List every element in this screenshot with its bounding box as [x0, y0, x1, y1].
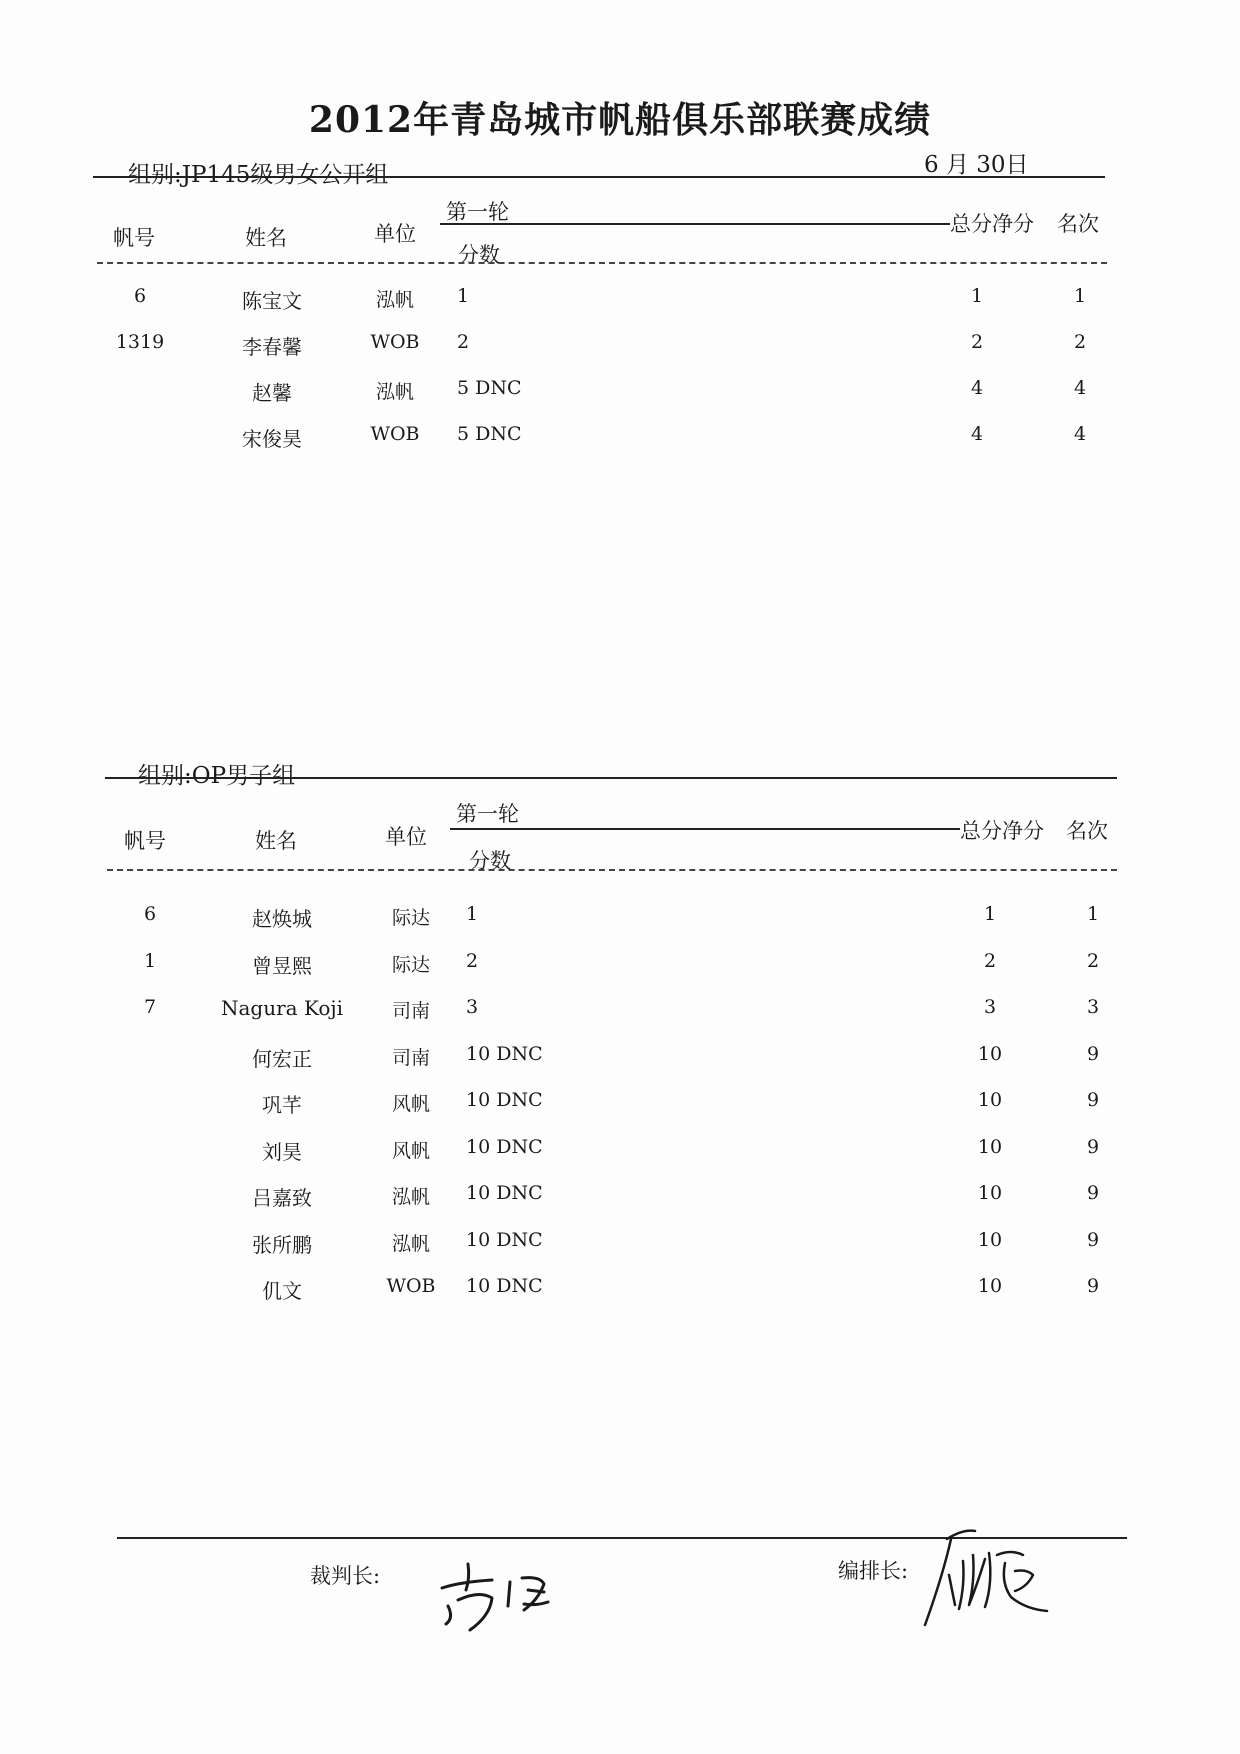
round-header-rule — [450, 828, 960, 830]
table-row — [0, 950, 1240, 990]
total-net-cell: 4 — [970, 377, 984, 399]
header-round1: 第一轮 — [456, 802, 519, 826]
name-cell: 赵焕城 — [252, 907, 312, 931]
sail-number-cell: 6 — [143, 903, 157, 925]
group-label-op: 组别:OP男子组 — [138, 763, 296, 789]
unit-cell: 泓帆 — [391, 1186, 430, 1208]
total-net-cell: 10 — [977, 1182, 1003, 1204]
score-cell: 5 DNC — [457, 423, 522, 445]
sail-number-cell: 1319 — [115, 331, 165, 353]
header-name: 姓名 — [255, 829, 297, 853]
table-row — [0, 1043, 1240, 1083]
header-unit: 单位 — [374, 222, 416, 246]
header-unit: 单位 — [385, 825, 427, 849]
group-label-jp145: 组别:JP145级男女公开组 — [128, 162, 389, 188]
table-row — [0, 1275, 1240, 1315]
document-title: 2012年青岛城市帆船俱乐部联赛成绩 — [308, 99, 932, 141]
chief-referee-signature — [440, 1560, 560, 1640]
round-header-rule — [440, 223, 950, 225]
rank-cell: 4 — [1073, 377, 1087, 399]
table-row — [0, 996, 1240, 1036]
rank-cell: 9 — [1086, 1135, 1100, 1158]
score-cell: 1 — [457, 285, 470, 307]
score-cell: 3 — [466, 996, 479, 1018]
rank-cell: 9 — [1086, 1042, 1100, 1065]
score-cell: 2 — [466, 949, 479, 972]
total-net-cell: 10 — [977, 1275, 1003, 1297]
total-net-cell: 10 — [977, 1089, 1003, 1111]
sail-number-cell: 6 — [133, 285, 147, 307]
results-date: 6 月 30日 — [924, 152, 1029, 178]
total-net-cell: 3 — [983, 996, 997, 1018]
name-cell: 巩芊 — [262, 1093, 302, 1117]
unit-cell: 泓帆 — [391, 1232, 430, 1255]
table-row — [0, 1089, 1240, 1129]
unit-cell: 司南 — [391, 1046, 430, 1069]
header-sail-no: 帆号 — [124, 829, 166, 853]
score-cell: 10 DNC — [466, 1135, 543, 1158]
header-round1: 第一轮 — [446, 200, 509, 224]
score-cell: 5 DNC — [457, 377, 522, 399]
name-cell: 陈宝文 — [242, 289, 302, 313]
header-divider — [107, 869, 1117, 871]
scheduler-signature — [915, 1525, 1065, 1635]
total-net-cell: 10 — [977, 1135, 1003, 1158]
group-top-rule — [105, 777, 1117, 779]
score-cell: 2 — [457, 331, 470, 353]
header-divider — [97, 262, 1107, 264]
unit-cell: WOB — [370, 331, 420, 353]
name-cell: 宋俊昊 — [242, 427, 302, 451]
unit-cell: 司南 — [391, 1000, 430, 1022]
name-cell: 刘昊 — [262, 1139, 302, 1164]
rank-cell: 4 — [1073, 423, 1087, 445]
name-cell: 仉文 — [262, 1279, 302, 1303]
score-cell: 1 — [466, 903, 479, 925]
chief-referee-label: 裁判长: — [310, 1564, 381, 1588]
header-sail-no: 帆号 — [113, 226, 155, 250]
unit-cell: 际达 — [391, 907, 430, 929]
rank-cell: 9 — [1086, 1275, 1100, 1297]
total-net-cell: 10 — [977, 1228, 1003, 1251]
table-row — [0, 903, 1240, 943]
header-score: 分数 — [458, 243, 500, 267]
header-total-net: 总分净分 — [960, 819, 1044, 843]
rank-cell: 3 — [1086, 996, 1100, 1018]
unit-cell: WOB — [386, 1275, 436, 1297]
total-net-cell: 2 — [970, 331, 984, 353]
name-cell: 何宏正 — [252, 1046, 312, 1071]
rank-cell: 9 — [1086, 1228, 1100, 1251]
score-cell: 10 DNC — [466, 1275, 543, 1297]
unit-cell: 风帆 — [391, 1139, 430, 1162]
sail-number-cell: 1 — [143, 949, 157, 972]
name-cell: 曾昱熙 — [252, 953, 312, 978]
total-net-cell: 1 — [970, 285, 984, 307]
name-cell: 赵馨 — [252, 381, 292, 405]
name-cell: 李春馨 — [242, 335, 302, 359]
group-top-rule — [93, 176, 1105, 178]
total-net-cell: 1 — [983, 903, 997, 925]
score-cell: 10 DNC — [466, 1228, 543, 1251]
sail-number-cell: 7 — [143, 996, 157, 1018]
total-net-cell: 4 — [970, 423, 984, 445]
rank-cell: 1 — [1086, 903, 1100, 925]
table-row — [0, 1136, 1240, 1176]
score-cell: 10 DNC — [466, 1042, 543, 1065]
unit-cell: 际达 — [391, 953, 430, 976]
rank-cell: 2 — [1073, 331, 1087, 353]
table-row — [0, 1182, 1240, 1222]
unit-cell: WOB — [370, 423, 420, 445]
header-rank: 名次 — [1057, 212, 1099, 236]
table-row — [0, 331, 1240, 371]
unit-cell: 泓帆 — [375, 289, 414, 311]
table-row — [0, 377, 1240, 417]
total-net-cell: 2 — [983, 949, 997, 972]
unit-cell: 风帆 — [391, 1093, 430, 1115]
unit-cell: 泓帆 — [375, 381, 414, 403]
header-score: 分数 — [469, 849, 511, 873]
name-cell: Nagura Koji — [221, 996, 343, 1020]
header-rank: 名次 — [1066, 819, 1108, 843]
table-row — [0, 423, 1240, 463]
rank-cell: 9 — [1086, 1089, 1100, 1111]
header-total-net: 总分净分 — [950, 212, 1034, 236]
rank-cell: 9 — [1086, 1182, 1100, 1204]
header-name: 姓名 — [245, 226, 287, 250]
table-row — [0, 1229, 1240, 1269]
scheduler-label: 编排长: — [838, 1559, 909, 1583]
name-cell: 吕嘉致 — [252, 1186, 312, 1210]
score-cell: 10 DNC — [466, 1182, 543, 1204]
name-cell: 张所鹏 — [252, 1232, 312, 1257]
score-cell: 10 DNC — [466, 1089, 543, 1111]
total-net-cell: 10 — [977, 1042, 1003, 1065]
rank-cell: 1 — [1073, 285, 1087, 307]
table-row — [0, 285, 1240, 325]
rank-cell: 2 — [1086, 949, 1100, 972]
